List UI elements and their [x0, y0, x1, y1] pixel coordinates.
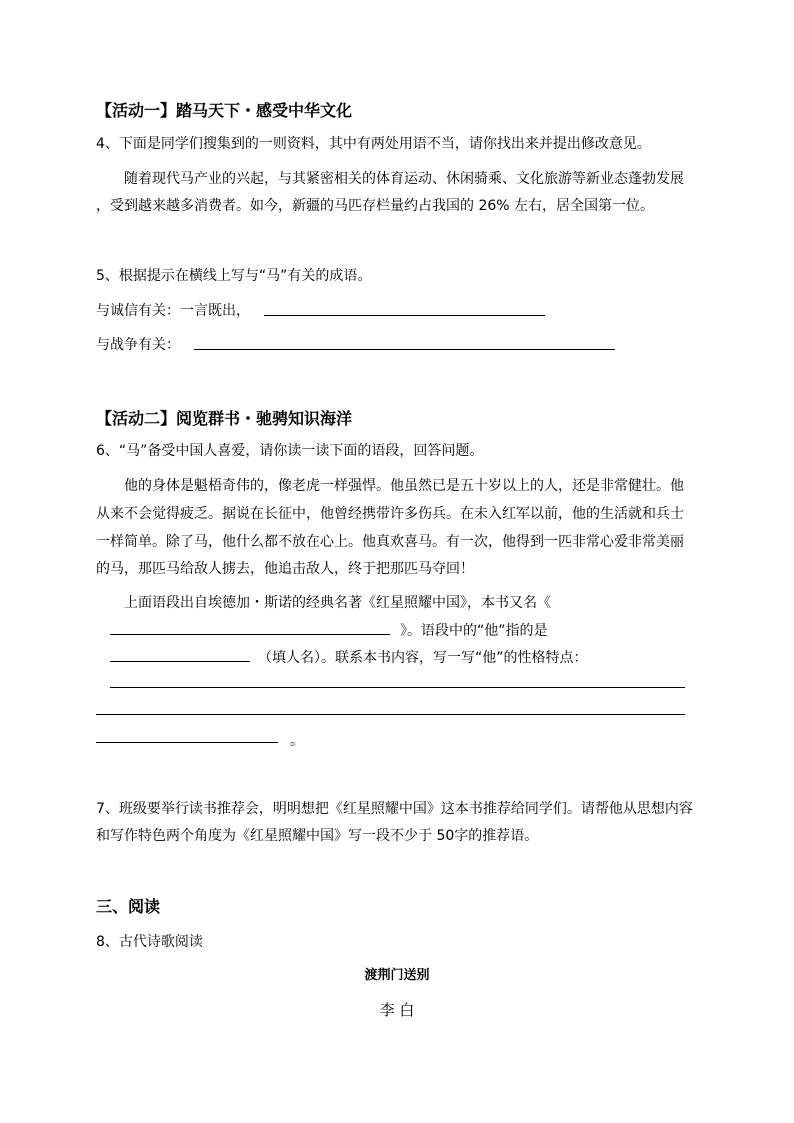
traits-answer-line-1[interactable]: [110, 687, 685, 688]
question-4: 4、下面是同学们搜集到的一则资料，其中有两处用语不当，请你找出来并提出修改意见。: [96, 136, 651, 152]
reading-line-3: 一样简单。除了马，他什么都不放在心上。他真欢喜马。有一次，他得到一匹非常心爱非常美丽: [96, 534, 684, 550]
q5-answer-line-2[interactable]: [194, 349, 615, 350]
q5-answer-line-1[interactable]: [264, 315, 545, 316]
passage-line-1: 随着现代马产业的兴起，与其紧密相关的体育运动、休闲骑乘、文化旅游等新业态蓬勃发展: [124, 171, 684, 187]
passage-line-2: ，受到越来越多消费者。如今，新疆的马匹存栏量约占我国的 26% 左右，居全国第一位。: [96, 198, 655, 214]
person-name-blank[interactable]: [110, 661, 250, 662]
reading-line-4: 的马，那匹马给敌人掳去，他追击敌人，终于把那匹马夺回！: [96, 561, 474, 577]
activity2-heading: 【活动二】阅览群书・驰骋知识海洋: [96, 409, 353, 428]
fill-prompt-2: 》。语段中的“他”指的是: [400, 623, 548, 639]
poem-title: 渡荆门送别: [364, 968, 430, 983]
question-8: 8、古代诗歌阅读: [96, 934, 203, 950]
reading-line-2: 从来不会觉得疲乏。据说在长征中，他曾经携带许多伤兵。在未入红军以前，他的生活就和兵士: [96, 506, 684, 522]
question-6: 6、“马”备受中国人喜爱，请你读一读下面的语段，回答问题。: [96, 443, 484, 459]
end-period: 。: [290, 733, 304, 749]
question-7-line-2: 和写作特色两个角度为《红星照耀中国》写一段不少于 50字的推荐语。: [96, 828, 539, 844]
fill-prompt-3: （填人名）。联系本书内容，写一写“他”的性格特点：: [258, 650, 588, 666]
question-7-line-1: 7、班级要举行读书推荐会，明明想把《红星照耀中国》这本书推荐给同学们。请帮他从思想内容: [96, 801, 693, 817]
reading-line-1: 他的身体是魁梧奇伟的，像老虎一样强悍。他虽然已是五十岁以上的人，还是非常健壮。他: [124, 478, 684, 494]
q5-prompt-war: 与战争有关：: [96, 337, 180, 353]
section3-heading: 三、阅读: [96, 897, 161, 916]
activity1-heading: 【活动一】踏马天下・感受中华文化: [96, 101, 353, 120]
question-5: 5、根据提示在横线上写与“马”有关的成语。: [96, 268, 372, 284]
poem-author: 李 白: [379, 1001, 415, 1019]
traits-answer-line-2[interactable]: [96, 714, 685, 715]
traits-answer-line-3[interactable]: [96, 742, 278, 743]
q5-prompt-honesty: 与诚信有关：一言既出，: [96, 303, 250, 319]
book-alias-blank[interactable]: [110, 634, 390, 635]
fill-prompt-1: 上面语段出自埃德加・斯诺的经典名著《红星照耀中国》，本书又名《: [124, 595, 551, 611]
